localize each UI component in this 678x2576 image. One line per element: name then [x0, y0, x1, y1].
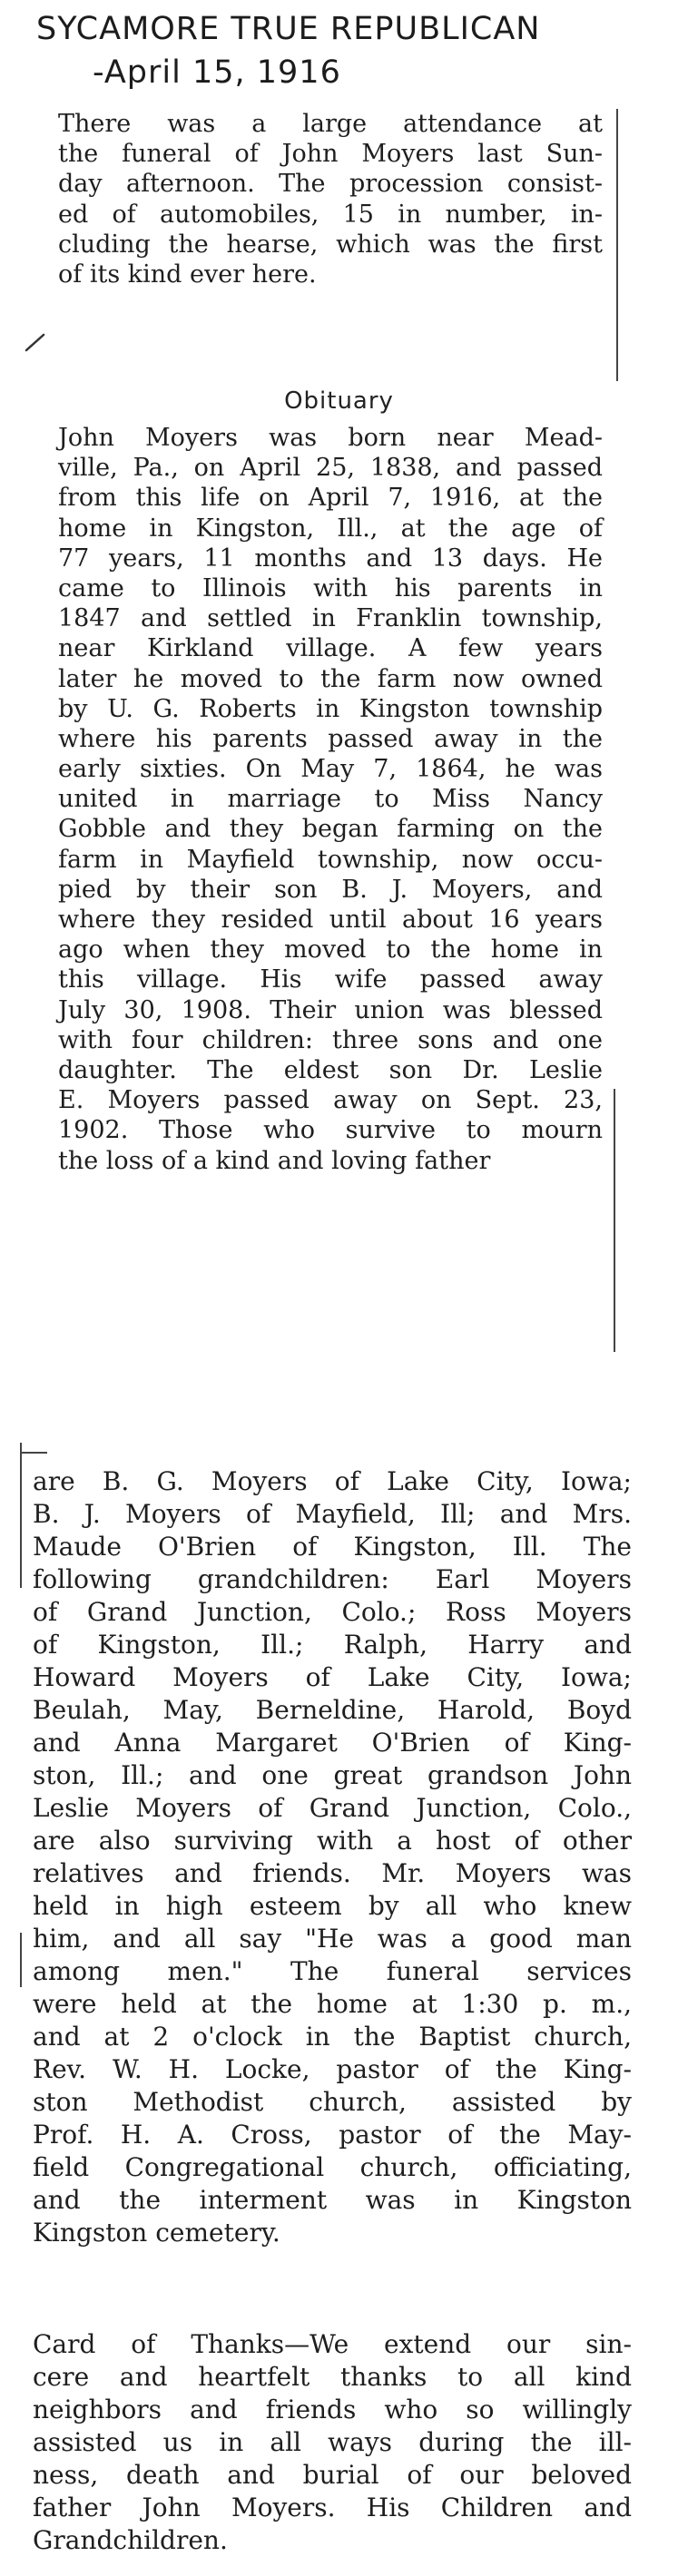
- text-line: are also surviving with a host of other: [33, 1826, 632, 1856]
- text-line: Prof. H. A. Cross, pastor of the May-: [33, 2120, 632, 2150]
- text-line: near Kirkland village. A few years: [58, 634, 603, 663]
- column-rule: [20, 1933, 22, 1987]
- text-line: held in high esteem by all who knew: [33, 1891, 632, 1921]
- newspaper-name: SYCAMORE TRUE REPUBLICAN: [36, 11, 541, 47]
- text-line: ston Methodist church, assisted by: [33, 2087, 632, 2117]
- text-line: home in Kingston, Ill., at the age of: [58, 514, 603, 543]
- column-rule: [614, 1089, 615, 1352]
- text-line: where his parents passed away in the: [58, 724, 603, 753]
- text-line: him, and all say "He was a good man: [33, 1924, 632, 1954]
- text-line: ed of automobiles, 15 in number, in-: [58, 200, 603, 229]
- text-line: are B. G. Moyers of Lake City, Iowa;: [33, 1466, 632, 1496]
- obituary-text-lower: [33, 1465, 632, 2249]
- text-line: where they resided until about 16 years: [58, 906, 603, 934]
- text-line: this village. His wife passed away: [58, 965, 603, 994]
- text-line: Leslie Moyers of Grand Junction, Colo.,: [33, 1793, 632, 1823]
- text-line: E. Moyers passed away on Sept. 23,: [58, 1086, 603, 1115]
- card-of-thanks: [33, 2328, 632, 2557]
- text-line: Maude O'Brien of Kingston, Ill. The: [33, 1532, 632, 1562]
- text-line: father John Moyers. His Children and: [33, 2493, 632, 2522]
- column-rule: [616, 109, 618, 381]
- text-line: Card of Thanks—We extend our sin-: [33, 2329, 632, 2359]
- text-line: pied by their son B. J. Moyers, and: [58, 875, 603, 904]
- text-line: Rev. W. H. Locke, pastor of the King-: [33, 2054, 632, 2084]
- text-line: July 30, 1908. Their union was blessed: [58, 995, 603, 1024]
- text-line: came to Illinois with his parents in: [58, 573, 603, 602]
- text-line: the loss of a kind and loving father: [58, 1146, 491, 1175]
- text-line: and the interment was in Kingston: [33, 2185, 632, 2215]
- text-line: Kingston cemetery.: [33, 2218, 280, 2248]
- publication-date: -April 15, 1916: [93, 54, 341, 91]
- text-line: cluding the hearse, which was the first: [58, 230, 603, 259]
- text-line: and at 2 o'clock in the Baptist church,: [33, 2022, 632, 2052]
- text-line: B. J. Moyers of Mayfield, Ill; and Mrs.: [33, 1499, 632, 1529]
- text-line: and Anna Margaret O'Brien of King-: [33, 1728, 632, 1758]
- text-line: ago when they moved to the home in: [58, 935, 603, 965]
- text-line: were held at the home at 1:30 p. m.,: [33, 1989, 632, 2019]
- text-line: later he moved to the farm now owned: [58, 664, 603, 693]
- text-line: of Grand Junction, Colo.; Ross Moyers: [33, 1597, 632, 1627]
- column-rule: [20, 1443, 22, 1588]
- obituary-heading: Obituary: [284, 387, 394, 415]
- text-line: united in marriage to Miss Nancy: [58, 785, 603, 814]
- text-line: assisted us in all ways during the ill-: [33, 2427, 632, 2457]
- text-line: relatives and friends. Mr. Moyers was: [33, 1858, 632, 1888]
- text-line: 1847 and settled in Franklin township,: [58, 604, 603, 633]
- text-line: of Kingston, Ill.; Ralph, Harry and: [33, 1630, 632, 1660]
- obituary-text-upper: [58, 423, 603, 1176]
- funeral-notice: [58, 109, 603, 289]
- text-line: neighbors and friends who so willingly: [33, 2395, 632, 2424]
- text-line: John Moyers was born near Mead-: [58, 424, 603, 452]
- text-line: with four children: three sons and one: [58, 1025, 603, 1054]
- text-line: by U. G. Roberts in Kingston township: [58, 694, 603, 723]
- text-line: farm in Mayfield township, now occu-: [58, 845, 603, 874]
- text-line: following grandchildren: Earl Moyers: [33, 1564, 632, 1594]
- text-line: of its kind ever here.: [58, 260, 317, 289]
- masthead: [36, 7, 635, 94]
- text-line: 77 years, 11 months and 13 days. He: [58, 544, 603, 573]
- text-line: daughter. The eldest son Dr. Leslie: [58, 1055, 603, 1084]
- text-line: day afternoon. The procession consist-: [58, 170, 603, 199]
- column-rule: [20, 1452, 47, 1454]
- text-line: field Congregational church, officiating,: [33, 2152, 632, 2182]
- text-line: 1902. Those who survive to mourn: [58, 1116, 603, 1145]
- text-line: ville, Pa., on April 25, 1838, and passed: [58, 454, 603, 483]
- text-line: ston, Ill.; and one great grandson John: [33, 1760, 632, 1790]
- text-line: from this life on April 7, 1916, at the: [58, 484, 603, 513]
- pencil-mark-icon: [24, 332, 47, 352]
- text-line: Grandchildren.: [33, 2525, 228, 2555]
- text-line: cere and heartfelt thanks to all kind: [33, 2362, 632, 2392]
- text-line: the funeral of John Moyers last Sun-: [58, 140, 603, 169]
- text-line: among men." The funeral services: [33, 1956, 632, 1986]
- text-line: ness, death and burial of our beloved: [33, 2460, 632, 2490]
- text-line: Beulah, May, Berneldine, Harold, Boyd: [33, 1695, 632, 1725]
- text-line: There was a large attendance at: [58, 110, 603, 138]
- text-line: Howard Moyers of Lake City, Iowa;: [33, 1662, 632, 1692]
- text-line: Gobble and they began farming on the: [58, 815, 603, 844]
- text-line: early sixties. On May 7, 1864, he was: [58, 755, 603, 784]
